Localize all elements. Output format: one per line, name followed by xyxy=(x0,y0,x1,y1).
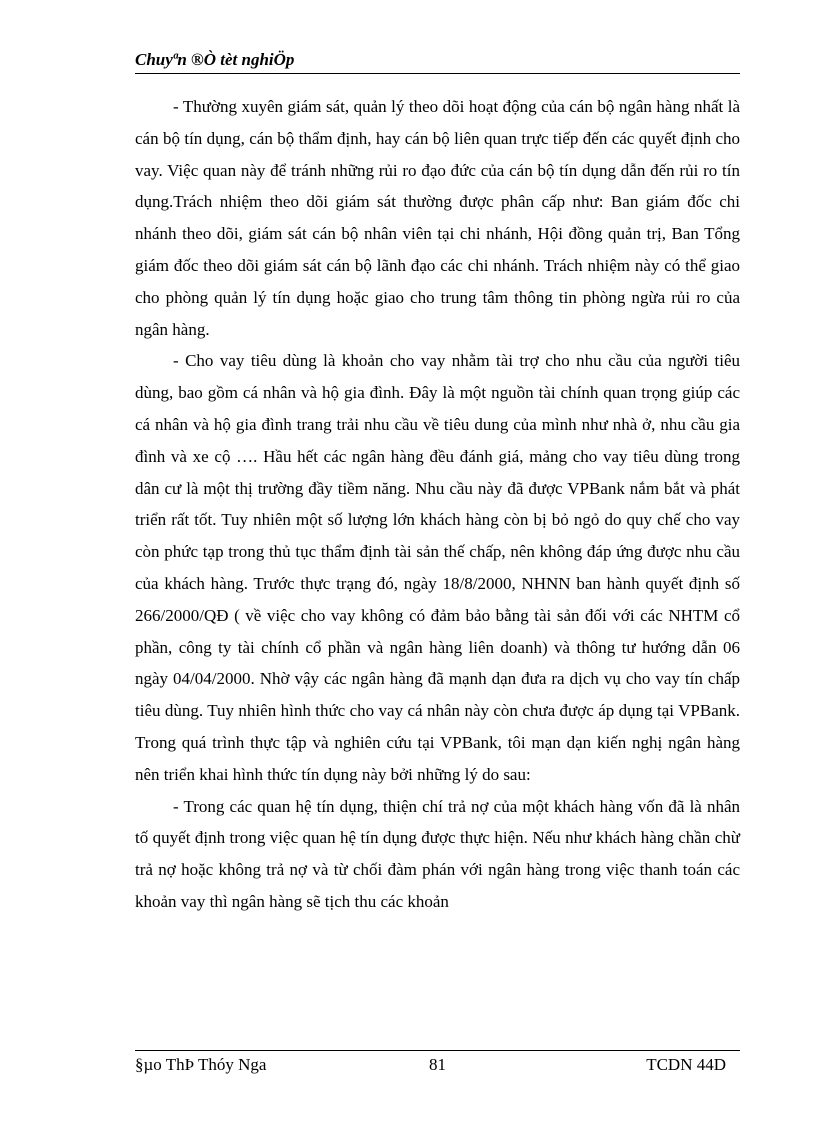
header-title: Chuyªn ®Ò tèt nghiÖp xyxy=(135,50,295,69)
paragraph-credit-relations: - Trong các quan hệ tín dụng, thiện chí trả nợ của một khách hàng vốn đã là nhân tố quyết định trong việc quan hệ tín dụng được thực hiện. Nếu như khách hàng chần chừ trả nợ hoặc không trả nợ và từ chối đàm phán với ngân hàng trong việc thanh toán các khoản vay thì ngân hàng sẽ tịch thu các khoản xyxy=(135,796,740,911)
page-number: 81 xyxy=(429,1055,446,1074)
footer-class-code: TCDN 44D xyxy=(646,1055,726,1074)
page-footer xyxy=(135,1050,740,1077)
page-header xyxy=(135,49,740,74)
footer-author: §µo ThÞ Thóy Nga xyxy=(135,1055,267,1074)
paragraph-consumer-lending: - Cho vay tiêu dùng là khoản cho vay nhằm tài trợ cho nhu cầu của người tiêu dùng, bao gồm cá nhân và hộ gia đình. Đây là một nguồn tài chính quan trọng giúp các cá nhân và hộ gia đình trang trải nhu cầu về tiêu dung của mình như nhà ở, nhu cầu gia đình và xe cộ …. Hầu hết các ngân hàng đều đánh giá, mảng cho vay tiêu dùng trong dân cư là một thị trường đầy tiềm năng. Nhu cầu này đã được VPBank nắm bắt và phát triển rất tốt. Tuy nhiên một số lượng lớn khách hàng còn bị bỏ ngỏ do quy chế cho vay còn phức tạp trong thủ tục thẩm định tài sản thế chấp, nên không đáp ứng được nhu cầu của khách hàng. Trước thực trạng đó, ngày 18/8/2000, NHNN ban hành quyết định số 266/2000/QĐ ( về việc cho vay không có đảm bảo bằng tài sản đối với các NHTM cổ phần, công ty tài chính cổ phần và ngân hàng liên doanh) và thông tư hướng dẫn 06 ngày 04/04/2000. Nhờ vậy các ngân hàng đã mạnh dạn đưa ra dịch vụ cho vay tín chấp tiêu dùng. Tuy nhiên hình thức cho vay cá nhân này còn chưa được áp dụng tại VPBank. Trong quá trình thực tập và nghiên cứu tại VPBank, tôi mạn dạn kiến nghị ngân hàng nên triển khai hình thức tín dụng này bởi những lý do sau: xyxy=(135,351,740,784)
footer-row xyxy=(135,1051,740,1077)
document-body xyxy=(135,91,740,918)
paragraph-supervision: - Thường xuyên giám sát, quản lý theo dõi hoạt động của cán bộ ngân hàng nhất là cán bộ tín dụng, cán bộ thẩm định, hay cán bộ liên quan trực tiếp đến các quyết định cho vay. Việc quan này để tránh những rủi ro đạo đức của cán bộ tín dụng dẫn đến rủi ro tín dụng.Trách nhiệm theo dõi giám sát thường được phân cấp như: Ban giám đốc chi nhánh theo dõi, giám sát cán bộ nhân viên tại chi nhánh, Hội đồng quản trị, Ban Tổng giám đốc theo dõi giám sát cán bộ lãnh đạo các chi nhánh. Trách nhiệm này có thể giao cho phòng quản lý tín dụng hoặc giao cho trung tâm thông tin phòng ngừa rủi ro của ngân hàng. xyxy=(135,97,740,339)
